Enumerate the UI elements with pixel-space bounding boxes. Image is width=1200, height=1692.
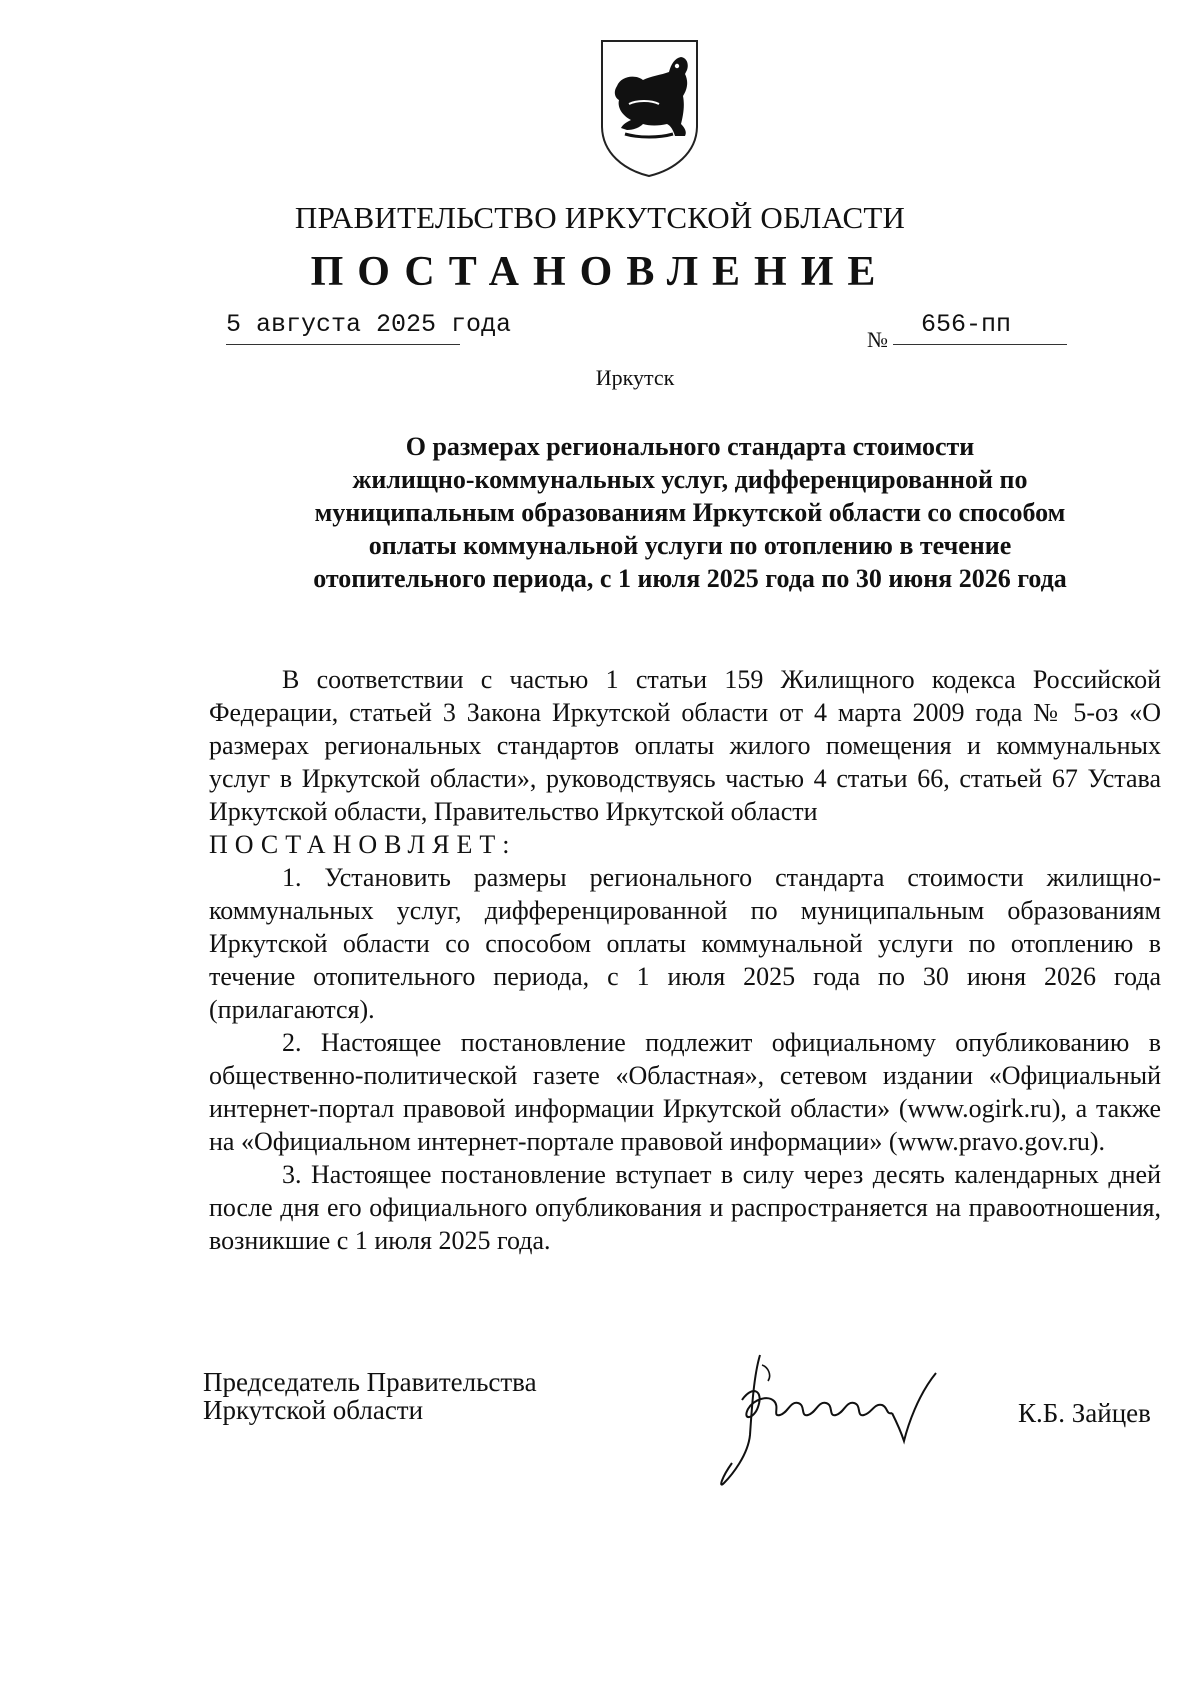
coat-of-arms-icon (599, 38, 700, 178)
title-line: О размерах регионального стандарта стоимости (405, 432, 975, 461)
document-date: 5 августа 2025 года (226, 310, 512, 339)
item-2-paragraph: 2. Настоящее постановление подлежит официальному опубликованию в общественно-политической газете «Областная», сетевом издании «Официальный интернет-портал правовой информации Иркутской области» (www.ogirk.ru), а также на «Официальном интернет-портале правовой информации» (www.pravo.gov.ru). (209, 1028, 1161, 1156)
title-line: муниципальным образованиям Иркутской области со способом (314, 498, 1066, 527)
title-line: отопительного периода, с 1 июля 2025 года по 30 июня 2026 года (313, 564, 1067, 593)
document-body (209, 663, 1161, 1257)
signer-position (203, 1368, 537, 1424)
signer-position-line: Иркутской области (203, 1395, 424, 1425)
organization-name: ПРАВИТЕЛЬСТВО ИРКУТСКОЙ ОБЛАСТИ (294, 200, 906, 235)
signer-name: К.Б. Зайцев (1018, 1398, 1151, 1428)
document-city: Иркутск (595, 365, 675, 390)
decree-word: ПОСТАНОВЛЯЕТ: (209, 830, 517, 859)
title-line: оплаты коммунальной услуги по отоплению в течение (368, 531, 1012, 560)
document-title (260, 430, 1120, 595)
item-1-paragraph: 1. Установить размеры регионального стандарта стоимости жилищно-коммунальных услуг, дифференцированной по муниципальным образованиям Иркутской области со способом оплаты коммунальной услуги по отоплению в течение отопительного периода, с 1 июля 2025 года по 30 июня 2026 года (прилагаются). (209, 863, 1161, 1024)
title-line: жилищно-коммунальных услуг, дифференцированной по (352, 465, 1028, 494)
document-type: ПОСТАНОВЛЕНИЕ (310, 249, 890, 295)
signature-icon (712, 1345, 962, 1495)
document-number-field (893, 306, 1067, 345)
document-number: 656-пп (921, 310, 1012, 339)
number-sign: № (867, 327, 888, 352)
signer-position-line: Председатель Правительства (203, 1367, 537, 1397)
document-date-field (226, 306, 512, 345)
preamble-paragraph: В соответствии с частью 1 статьи 159 Жилищного кодекса Российской Федерации, статьей 3 Закона Иркутской области от 4 марта 2009 года № 5-оз «О размерах региональных стандартов оплаты жилого помещения и коммунальных услуг в Иркутской области», руководствуясь частью 4 статьи 66, статьей 67 Устава Иркутской области, Правительство Иркутской области (209, 665, 1161, 826)
item-3-paragraph: 3. Настоящее постановление вступает в силу через десять календарных дней после дня его официального опубликования и распространяется на правоотношения, возникшие с 1 июля 2025 года. (209, 1160, 1161, 1255)
